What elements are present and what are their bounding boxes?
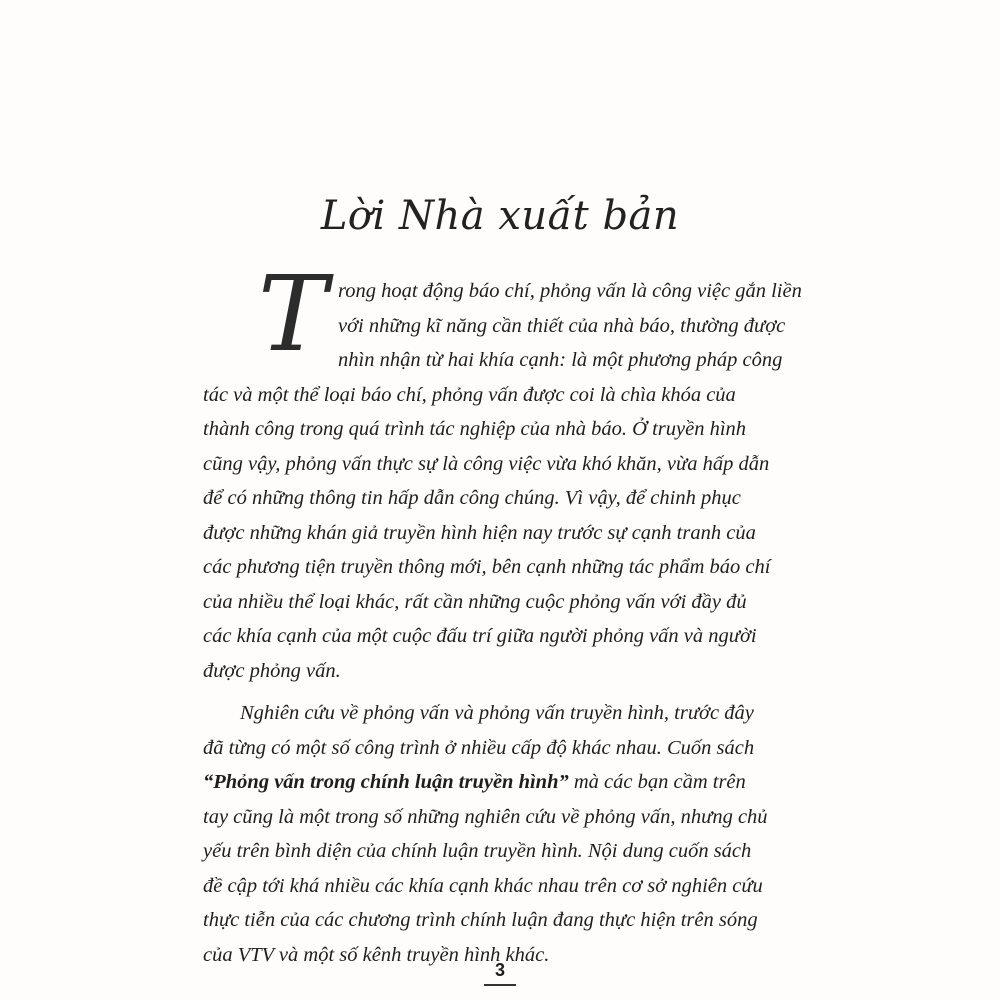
paragraph2-line: yếu trên bình diện của chính luận truyền hình. Nội dung cuốn sách <box>203 840 752 862</box>
page-title: Lời Nhà xuất bản <box>320 193 680 239</box>
paragraph2-line: tay cũng là một trong số những nghiên cứu về phỏng vấn, nhưng chủ <box>203 805 768 828</box>
paragraph2-text: mà các bạn cầm trên <box>568 771 746 793</box>
paragraph1-line: các phương tiện truyền thông mới, bên cạnh những tác phẩm báo chí <box>203 556 771 578</box>
paragraph2-line: đề cập tới khá nhiều các khía cạnh khác nhau trên cơ sở nghiên cứu <box>203 874 763 897</box>
paragraph1-line: tác và một thể loại báo chí, phỏng vấn được coi là chìa khóa của <box>203 383 736 406</box>
paragraph2-line: thực tiễn của các chương trình chính luận đang thực hiện trên sóng <box>203 909 758 931</box>
drop-cap-letter: T <box>258 253 328 375</box>
paragraph1-line: được những khán giả truyền hình hiện nay trước sự cạnh tranh của <box>203 521 756 544</box>
paragraph2-line: đã từng có một số công trình ở nhiều cấp độ khác nhau. Cuốn sách <box>203 736 755 759</box>
paragraph1-line: của nhiều thể loại khác, rất cần những cuộc phỏng vấn với đầy đủ <box>203 590 747 613</box>
paragraph1-line: nhìn nhận từ hai khía cạnh: là một phương pháp công <box>338 349 783 371</box>
paragraph1-line: thành công trong quá trình tác nghiệp của nhà báo. Ở truyền hình <box>203 418 747 440</box>
paragraph2-line: Nghiên cứu về phỏng vấn và phỏng vấn truyền hình, trước đây <box>240 702 754 724</box>
page-number: 3 <box>494 960 505 980</box>
paragraph1-line: rong hoạt động báo chí, phỏng vấn là công việc gắn liền <box>338 280 802 302</box>
paragraph2-line: của VTV và một số kênh truyền hình khác. <box>203 943 550 966</box>
paragraph1-line: cũng vậy, phỏng vấn thực sự là công việc vừa khó khăn, vừa hấp dẫn <box>203 452 770 475</box>
paragraph1-line: được phỏng vấn. <box>203 659 341 682</box>
book-title-quote: “Phỏng vấn trong chính luận truyền hình” <box>203 771 569 793</box>
paragraph1-line: với những kĩ năng cần thiết của nhà báo, thường được <box>338 314 786 337</box>
paragraph2-line <box>203 770 746 794</box>
page-number-underline <box>484 984 516 986</box>
paragraph1-line: các khía cạnh của một cuộc đấu trí giữa người phỏng vấn và người <box>203 625 757 647</box>
paragraph1-line: để có những thông tin hấp dẫn công chúng. Vì vậy, để chinh phục <box>203 487 741 509</box>
